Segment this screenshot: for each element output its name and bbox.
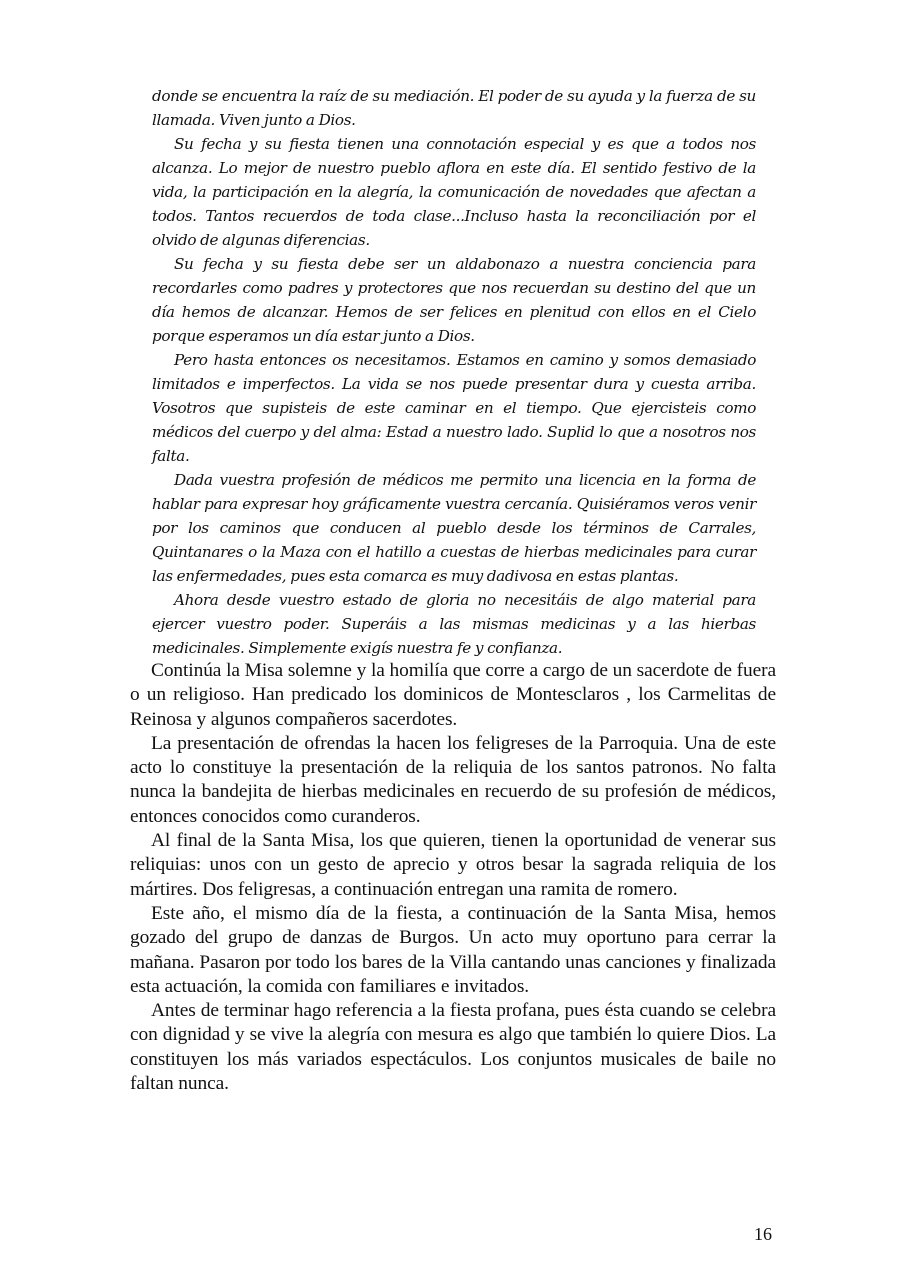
quote-paragraph: Pero hasta entonces os necesitamos. Estamos en camino y somos demasiado limitados e imperfectos. La vida se nos puede presentar dura y cuesta arriba. Vosotros que supisteis de este caminar en el tiempo. Que ejercisteis como médicos del cuerpo y del alma: Estad a nuestro lado. Suplid lo que a nosotros nos falta. [152,351,756,465]
body-paragraph: Al final de la Santa Misa, los que quieren, tienen la oportunidad de venerar sus reliquias: unos con un gesto de aprecio y otros besar la sagrada reliquia de los mártires. Dos feligresas, a continuación entregan una ramita de romero. [130,830,776,900]
quoted-prayer-block [152,84,756,660]
quote-paragraph: Ahora desde vuestro estado de gloria no necesitáis de algo material para ejercer vuestro poder. Superáis a las mismas medicinas y a las hierbas medicinales. Simplemente exigís nuestra fe y confianza. [152,591,756,657]
quote-paragraph: Dada vuestra profesión de médicos me permito una licencia en la forma de hablar para expresar hoy gráficamente vuestra cercanía. Quisiéramos veros venir por los caminos que conducen al pueblo desde los términos de Carrales, Quintanares o la Maza con el hatillo a cuestas de hierbas medicinales para curar las enfermedades, pues esta comarca es muy dadivosa en estas plantas. [152,471,756,585]
body-text-block [130,659,776,1096]
body-paragraph: Continúa la Misa solemne y la homilía que corre a cargo de un sacerdote de fuera o un religioso. Han predicado los dominicos de Montesclaros , los Carmelitas de Reinosa y algunos compañeros sacerdotes. [130,660,776,730]
body-paragraph: Este año, el mismo día de la fiesta, a continuación de la Santa Misa, hemos gozado del grupo de danzas de Burgos. Un acto muy oportuno para cerrar la mañana. Pasaron por todo los bares de la Villa cantando unas canciones y finalizada esta actuación, la comida con familiares e invitados. [130,902,776,997]
quote-paragraph: Su fecha y su fiesta tienen una connotación especial y es que a todos nos alcanza. Lo mejor de nuestro pueblo aflora en este día. El sentido festivo de la vida, la participación en la alegría, la comunicación de novedades que afectan a todos. Tantos recuerdos de toda clase...Incluso hasta la reconciliación por el olvido de algunas diferencias. [152,135,756,249]
quote-paragraph: donde se encuentra la raíz de su mediación. El poder de su ayuda y la fuerza de su llamada. Viven junto a Dios. [152,87,756,129]
page-number: 16 [754,1224,772,1244]
body-paragraph: La presentación de ofrendas la hacen los feligreses de la Parroquia. Una de este acto lo constituye la presentación de la reliquia de los santos patronos. No falta nunca la bandejita de hierbas medicinales en recuerdo de su profesión de médicos, entonces conocidos como curanderos. [130,732,776,827]
quote-paragraph: Su fecha y su fiesta debe ser un aldabonazo a nuestra conciencia para recordarles como padres y protectores que nos recuerdan su destino del que un día hemos de alcanzar. Hemos de ser felices en plenitud con ellos en el Cielo porque esperamos un día estar junto a Dios. [152,255,756,345]
body-paragraph: Antes de terminar hago referencia a la fiesta profana, pues ésta cuando se celebra con dignidad y se vive la alegría con mesura es algo que también lo quiere Dios. La constituyen los más variados espectáculos. Los conjuntos musicales de baile no faltan nunca. [130,1000,776,1095]
